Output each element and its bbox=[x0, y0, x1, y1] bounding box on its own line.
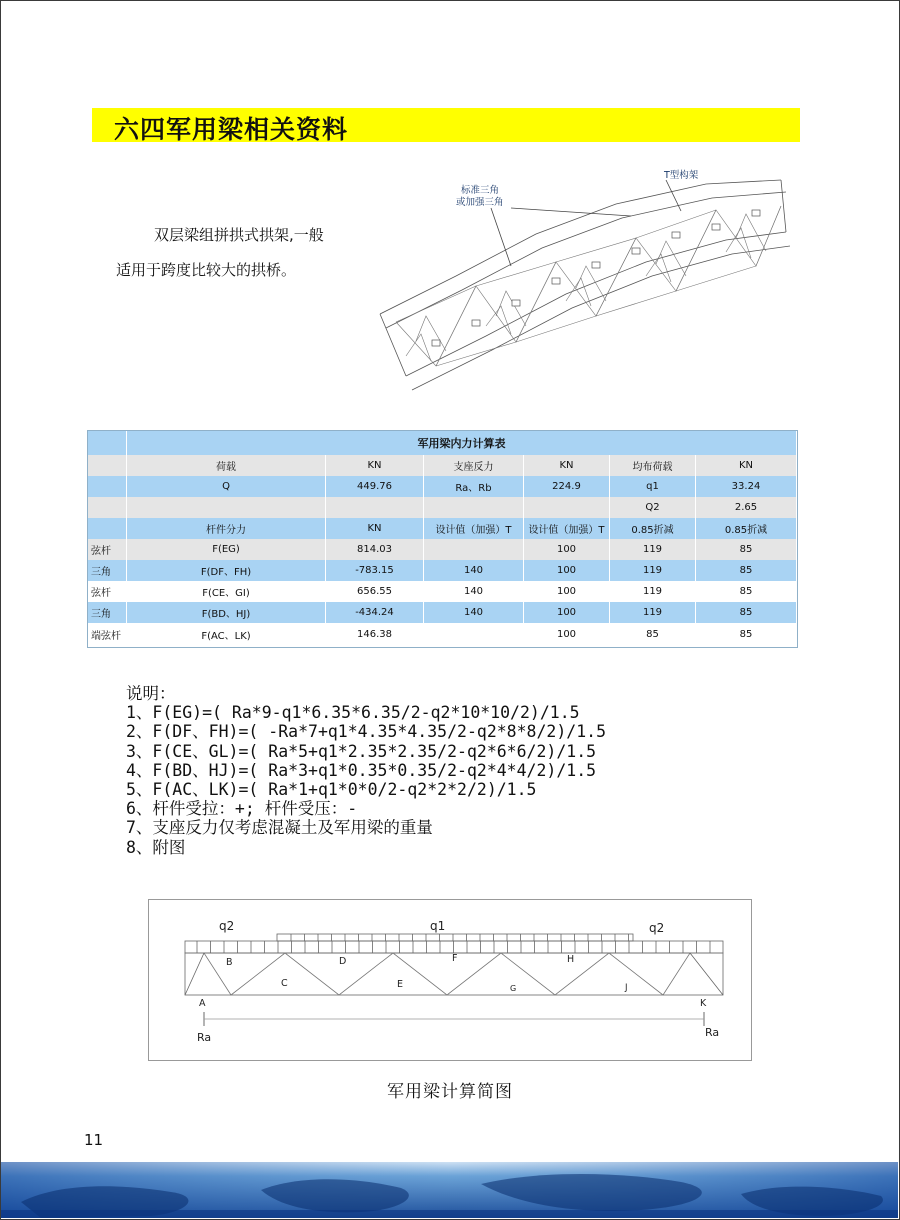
table-cell-kn-or-design: 100 bbox=[524, 623, 610, 646]
node-c: C bbox=[281, 978, 288, 989]
table-cell-value: -434.24 bbox=[326, 602, 424, 623]
truss-diagram-svg bbox=[149, 900, 751, 1060]
table-cell-load-or-reduced: Q2 bbox=[610, 497, 696, 518]
page-title: 六四军用梁相关资料 bbox=[114, 115, 349, 144]
arch-label-triangle-1: 标准三角 bbox=[461, 185, 500, 196]
table-row bbox=[88, 602, 797, 623]
table-cell-value: 814.03 bbox=[326, 539, 424, 560]
table-cell-value: KN bbox=[326, 518, 424, 539]
table-cell-item: Q bbox=[127, 476, 326, 497]
table-cell-item bbox=[127, 497, 326, 518]
load-label-right: q2 bbox=[649, 921, 665, 935]
table-cell-member-type: 三角 bbox=[88, 602, 127, 623]
notes-heading: 说明： bbox=[126, 684, 176, 703]
note-line: 4、F(BD、HJ)=( Ra*3+q1*0.35*0.35/2-q2*4*4/2)/1.5 bbox=[126, 760, 597, 780]
table-title-corner bbox=[88, 431, 127, 455]
table-cell-load-or-reduced: 119 bbox=[610, 539, 696, 560]
table-cell-support-or-design: Ra、Rb bbox=[424, 476, 524, 497]
table-cell-value bbox=[326, 497, 424, 518]
table-cell-item: 杆件分力 bbox=[127, 518, 326, 539]
diagram-caption: 军用梁计算简图 bbox=[387, 1082, 513, 1102]
table-cell-support-or-design: 140 bbox=[424, 602, 524, 623]
table-cell-kn-or-reduced: KN bbox=[696, 455, 797, 476]
table-cell-item: F(BD、HJ) bbox=[127, 602, 326, 623]
note-line: 7、支座反力仅考虑混凝土及军用梁的重量 bbox=[126, 818, 433, 838]
table-cell-member-type bbox=[88, 455, 127, 476]
table-cell-support-or-design: 140 bbox=[424, 560, 524, 581]
table-cell-kn-or-design: KN bbox=[524, 455, 610, 476]
table-cell-member-type: 弦杆 bbox=[88, 539, 127, 560]
force-calculation-table bbox=[87, 430, 798, 648]
table-cell-item: F(DF、FH) bbox=[127, 560, 326, 581]
table-cell-support-or-design bbox=[424, 623, 524, 646]
table-cell-member-type: 弦杆 bbox=[88, 581, 127, 602]
table-cell-member-type bbox=[88, 476, 127, 497]
table-cell-kn-or-design: 100 bbox=[524, 581, 610, 602]
table-row bbox=[88, 455, 797, 476]
table-cell-member-type bbox=[88, 497, 127, 518]
table-cell-value: 449.76 bbox=[326, 476, 424, 497]
table-cell-support-or-design: 设计值（加强）T bbox=[424, 518, 524, 539]
table-title: 军用梁内力计算表 bbox=[127, 431, 797, 455]
table-row bbox=[88, 623, 797, 646]
table-cell-support-or-design: 支座反力 bbox=[424, 455, 524, 476]
table-cell-kn-or-reduced: 85 bbox=[696, 623, 797, 646]
reaction-left: Ra bbox=[197, 1031, 212, 1044]
node-b: B bbox=[226, 957, 233, 968]
notes-section bbox=[126, 684, 606, 857]
table-cell-kn-or-design: 224.9 bbox=[524, 476, 610, 497]
node-j: J bbox=[625, 983, 628, 993]
table-row bbox=[88, 581, 797, 602]
table-row bbox=[88, 476, 797, 497]
table-cell-load-or-reduced: 119 bbox=[610, 560, 696, 581]
table-cell-value: -783.15 bbox=[326, 560, 424, 581]
calculation-diagram bbox=[148, 899, 752, 1061]
table-row bbox=[88, 539, 797, 560]
table-cell-load-or-reduced: 119 bbox=[610, 581, 696, 602]
table-cell-load-or-reduced: 85 bbox=[610, 623, 696, 646]
table-cell-kn-or-design: 100 bbox=[524, 539, 610, 560]
table-cell-kn-or-design bbox=[524, 497, 610, 518]
node-a: A bbox=[199, 998, 206, 1009]
table-row bbox=[88, 560, 797, 581]
node-d: D bbox=[339, 956, 347, 967]
table-cell-load-or-reduced: 均布荷载 bbox=[610, 455, 696, 476]
note-line: 3、F(CE、GL)=( Ra*5+q1*2.35*2.35/2-q2*6*6/2)/1.5 bbox=[126, 741, 597, 761]
table-cell-value: 656.55 bbox=[326, 581, 424, 602]
load-label-left: q2 bbox=[219, 919, 235, 933]
note-line: 2、F(DF、FH)=( -Ra*7+q1*4.35*4.35/2-q2*8*8/2)/1.5 bbox=[126, 722, 607, 742]
table-cell-value: 146.38 bbox=[326, 623, 424, 646]
table-cell-kn-or-reduced: 85 bbox=[696, 602, 797, 623]
table-cell-kn-or-reduced: 2.65 bbox=[696, 497, 797, 518]
table-row bbox=[88, 518, 797, 539]
table-cell-value: KN bbox=[326, 455, 424, 476]
table-cell-kn-or-design: 100 bbox=[524, 560, 610, 581]
table-cell-load-or-reduced: 0.85折减 bbox=[610, 518, 696, 539]
intro-line-2: 适用于跨度比较大的拱桥。 bbox=[116, 261, 297, 279]
table-cell-support-or-design bbox=[424, 539, 524, 560]
table-cell-kn-or-design: 100 bbox=[524, 602, 610, 623]
table-cell-kn-or-reduced: 85 bbox=[696, 581, 797, 602]
table-cell-item: 荷载 bbox=[127, 455, 326, 476]
reaction-right: Ra bbox=[705, 1026, 720, 1039]
table-cell-item: F(AC、LK) bbox=[127, 623, 326, 646]
table-cell-member-type bbox=[88, 518, 127, 539]
node-h: H bbox=[567, 954, 575, 965]
note-line: 5、F(AC、LK)=( Ra*1+q1*0*0/2-q2*2*2/2)/1.5 bbox=[126, 780, 537, 800]
arch-label-t-frame: T型构架 bbox=[664, 170, 699, 181]
note-line: 8、附图 bbox=[126, 837, 186, 857]
footer-world-map-banner bbox=[1, 1162, 898, 1218]
table-cell-load-or-reduced: q1 bbox=[610, 476, 696, 497]
table-cell-member-type: 端弦杆 bbox=[88, 623, 127, 646]
arch-label-triangle-2: 或加强三角 bbox=[456, 197, 504, 208]
note-line: 1、F(EG)=( Ra*9-q1*6.35*6.35/2-q2*10*10/2)/1.5 bbox=[126, 703, 580, 723]
table-cell-item: F(CE、GI) bbox=[127, 581, 326, 602]
table-cell-kn-or-reduced: 85 bbox=[696, 560, 797, 581]
table-cell-load-or-reduced: 119 bbox=[610, 602, 696, 623]
load-label-center: q1 bbox=[430, 919, 446, 933]
node-g: G bbox=[510, 984, 517, 993]
arch-truss-illustration bbox=[376, 166, 796, 416]
title-bar bbox=[92, 108, 800, 142]
intro-paragraph bbox=[116, 218, 324, 288]
table-cell-support-or-design bbox=[424, 497, 524, 518]
node-f: F bbox=[452, 953, 458, 964]
table-cell-kn-or-reduced: 0.85折减 bbox=[696, 518, 797, 539]
table-cell-support-or-design: 140 bbox=[424, 581, 524, 602]
page-number: 11 bbox=[84, 1131, 104, 1149]
table-cell-kn-or-design: 设计值（加强）T bbox=[524, 518, 610, 539]
note-line: 6、杆件受拉：+; 杆件受压：- bbox=[126, 799, 358, 819]
table-row bbox=[88, 497, 797, 518]
table-cell-item: F(EG) bbox=[127, 539, 326, 560]
table-title-row bbox=[88, 431, 797, 455]
table-cell-kn-or-reduced: 85 bbox=[696, 539, 797, 560]
intro-line-1: 双层梁组拼拱式拱架,一般 bbox=[154, 226, 324, 244]
table-cell-member-type: 三角 bbox=[88, 560, 127, 581]
node-e: E bbox=[397, 979, 404, 990]
node-k: K bbox=[700, 998, 707, 1009]
table-cell-kn-or-reduced: 33.24 bbox=[696, 476, 797, 497]
